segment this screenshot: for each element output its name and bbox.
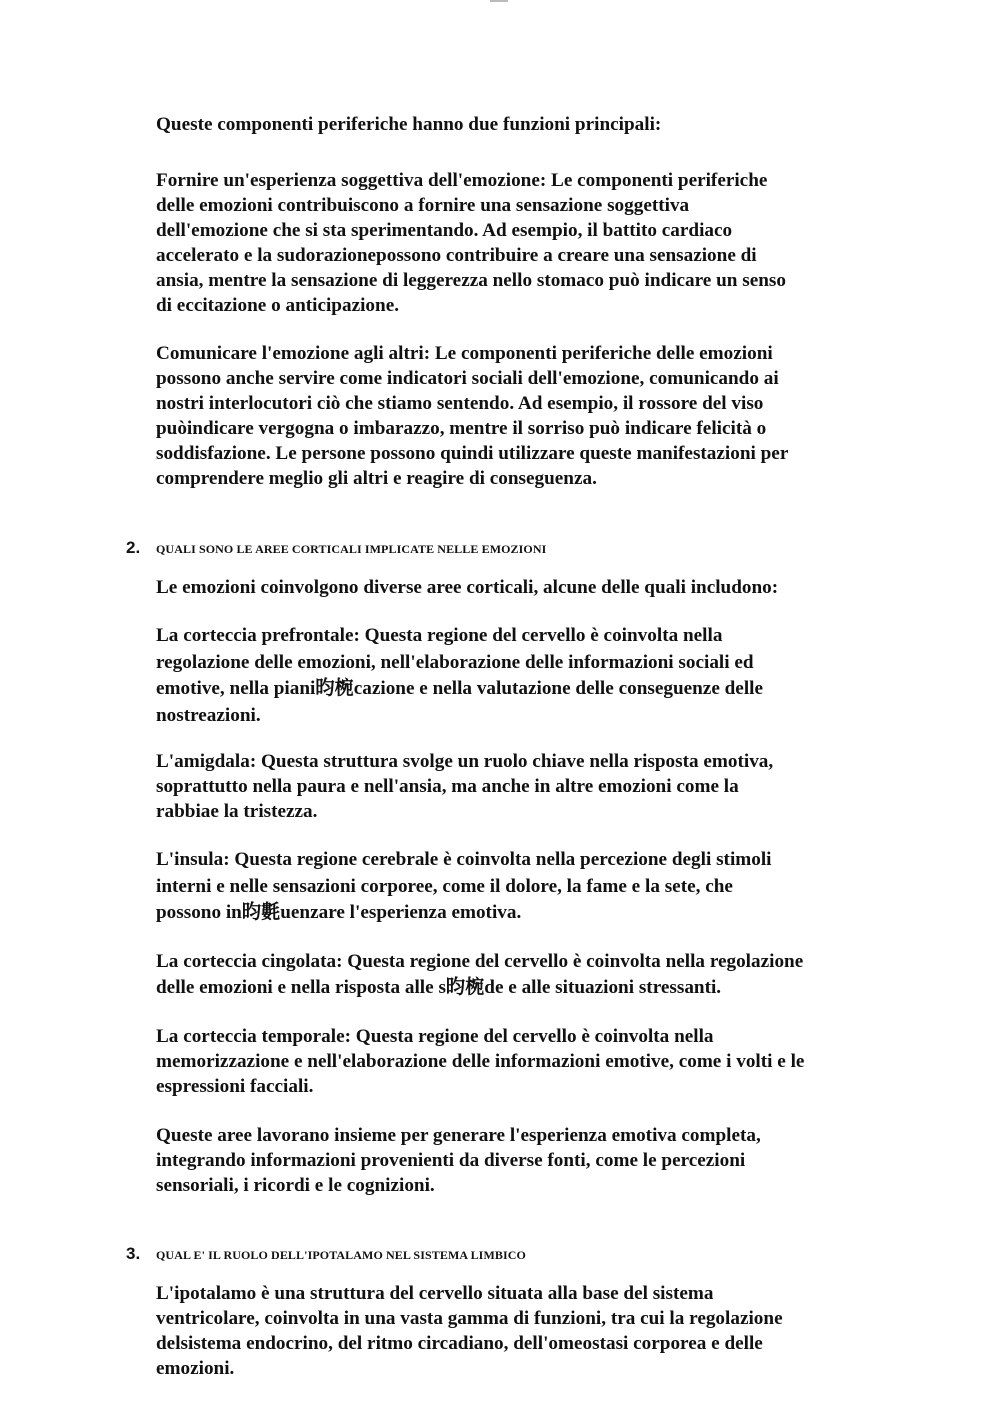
section-3-number: 3. [126,1244,141,1263]
section-3-intro: L'ipotalamo è una struttura del cervello situata alla base del sistema ventricolare, coinvolta in una vasta gamma di funzioni, tra cui la regolazione delsistema endocrino, del ritmo circadiano, dell'omeostasi corporea e delle emozioni. [156,1283,783,1379]
area-amygdala-paragraph: L'amigdala: Questa struttura svolge un ruolo chiave nella risposta emotiva, soprattutto nella paura e nell'ansia, ma anche in altre emozioni come la rabbiae la tristezza. [156,751,774,822]
section-2-conclusion: Queste aree lavorano insieme per generare l'esperienza emotiva completa, integrando informazioni provenienti da diverse fonti, come le percezioni sensoriali, i ricordi e le cognizioni. [156,1125,761,1196]
area-prefrontal-paragraph: La corteccia prefrontale: Questa regione del cervello è coinvolta nella regolazione delle emozioni, nell'elaborazione delle informazioni sociali ed emotive, nella piani昀椀cazione e nella valutazione delle conseguenze delle nostreazioni. [156,625,763,726]
intro-paragraph: Queste componenti periferiche hanno due funzioni principali: [156,114,662,135]
section-2-title: QUALI SONO LE AREE CORTICALI IMPLICATE NELLE EMOZIONI [156,542,547,556]
section-3-heading [126,1244,926,1264]
section-3-title: QUAL E' IL RUOLO DELL'IPOTALAMO NEL SISTEMA LIMBICO [156,1248,526,1262]
area-temporal-paragraph: La corteccia temporale: Questa regione del cervello è coinvolta nella memorizzazione e nell'elaborazione delle informazioni emotive, come i volti e le espressioni facciali. [156,1026,805,1097]
section-2-intro: Le emozioni coinvolgono diverse aree corticali, alcune delle quali includono: [156,577,779,598]
section-2-number: 2. [126,538,141,557]
area-cingulate-paragraph: La corteccia cingolata: Questa regione del cervello è coinvolta nella regolazione delle emozioni e nella risposta alle s昀椀de e alle situazioni stressanti. [156,951,804,998]
function-subjective-paragraph: Fornire un'esperienza soggettiva dell'emozione: Le componenti periferiche delle emozioni contribuiscono a fornire una sensazione soggettiva dell'emozione che si sta sperimentando. Ad esempio, il battito cardiaco accelerato e la sudorazionepossono contribuire a creare una sensazione di ansia, mentre la sensazione di leggerezza nello stomaco può indicare un senso di eccitazione o anticipazione. [156,170,786,316]
area-insula-paragraph: L'insula: Questa regione cerebrale è coinvolta nella percezione degli stimoli interni e nelle sensazioni corporee, come il dolore, la fame e la sete, che possono in昀氀uenzare l'esperienza emotiva. [156,849,772,923]
function-communication-paragraph: Comunicare l'emozione agli altri: Le componenti periferiche delle emozioni possono anche servire come indicatori sociali dell'emozione, comunicando ai nostri interlocutori ciò che stiamo sentendo. Ad esempio, il rossore del viso puòindicare vergogna o imbarazzo, mentre il sorriso può indicare felicità o soddisfazione. Le persone possono quindi utilizzare queste manifestazioni per comprendere meglio gli altri e reagire di conseguenza. [156,343,789,489]
section-2-heading [126,538,926,558]
page-top-mark [490,0,508,2]
